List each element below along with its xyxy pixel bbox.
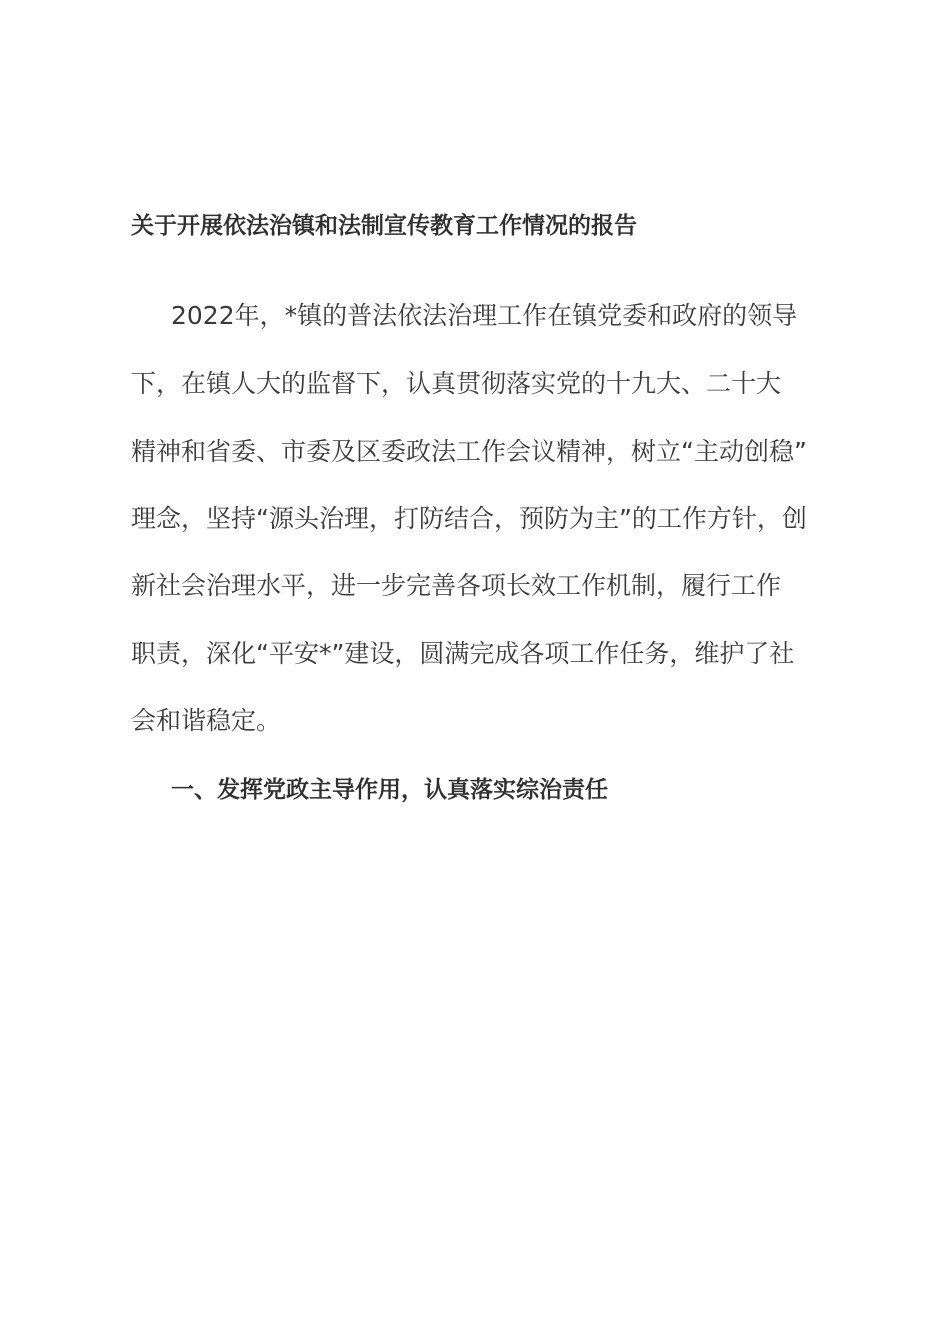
paragraph-line-7: 会和谐稳定。 <box>131 706 282 735</box>
paragraph-line-4: 理念，坚持“源头治理，打防结合，预防为主”的工作方针，创 <box>131 504 807 533</box>
paragraph-line-2: 下，在镇人大的监督下，认真贯彻落实党的十九大、二十大 <box>131 369 782 398</box>
section-heading: 一、发挥党政主导作用，认真落实综治责任 <box>171 777 608 803</box>
paragraph-line-1: 2022年，*镇的普法依法治理工作在镇党委和政府的领导 <box>171 301 798 330</box>
paragraph-line-5: 新社会治理水平，进一步完善各项长效工作机制，履行工作 <box>131 571 782 600</box>
paragraph-line-3: 精神和省委、市委及区委政法工作会议精神，树立“主动创稳” <box>131 437 807 466</box>
document-title: 关于开展依法治镇和法制宣传教育工作情况的报告 <box>131 213 637 239</box>
paragraph-line-6: 职责，深化“平安*”建设，圆满完成各项工作任务，维护了社 <box>131 639 795 668</box>
